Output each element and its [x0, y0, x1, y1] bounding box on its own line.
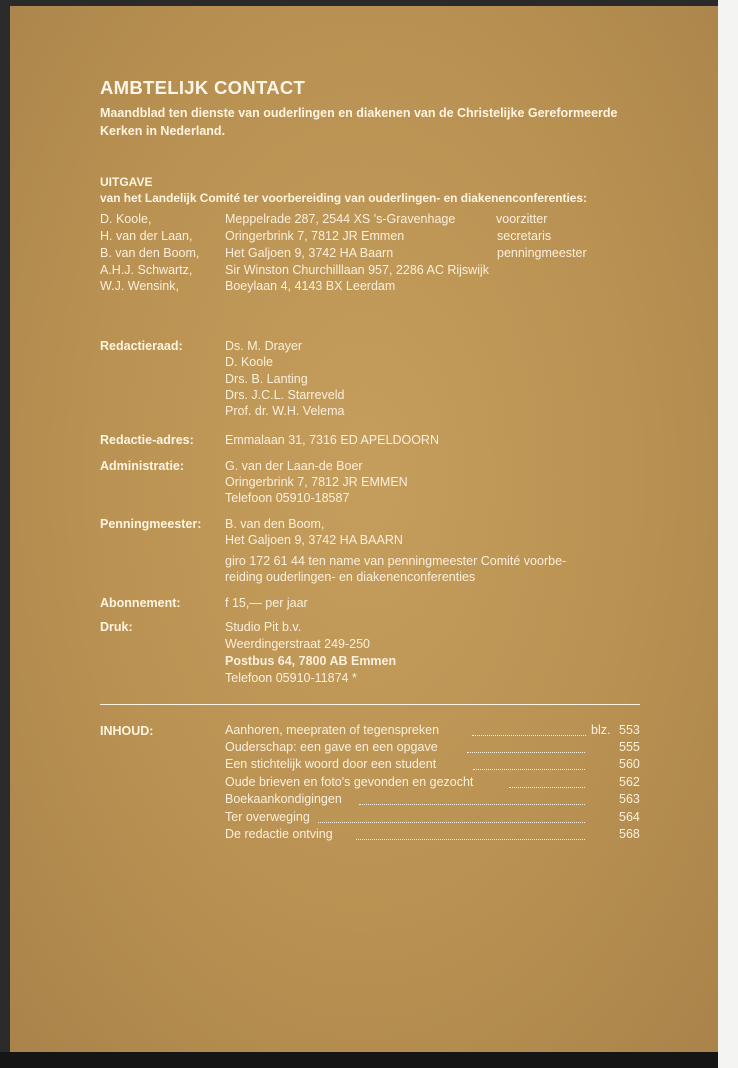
toc-title: Oude brieven en foto's gevonden en gezocht	[225, 775, 474, 789]
toc-page: 553	[619, 723, 640, 737]
toc-page: 560	[619, 757, 640, 771]
administratie-line: Telefoon 05910-18587	[225, 491, 350, 505]
redactieraad-member: Drs. B. Lanting	[225, 372, 308, 386]
penningmeester-line: B. van den Boom,	[225, 517, 325, 531]
member-role-3: penningmeester	[497, 246, 587, 260]
toc-leader	[473, 769, 585, 770]
redactieraad-member: Ds. M. Drayer	[225, 339, 303, 353]
member-address-5: Boeylaan 4, 4143 BX Leerdam	[225, 279, 396, 293]
member-name-3: B. van den Boom,	[100, 246, 200, 260]
redactieraad-member: D. Koole	[225, 355, 273, 369]
toc-title: Ouderschap: een gave en een opgave	[225, 740, 438, 754]
member-address-3: Het Galjoen 9, 3742 HA Baarn	[225, 246, 394, 260]
abonnement-label: Abonnement:	[100, 596, 181, 610]
toc-leader	[467, 752, 585, 753]
magazine-subtitle: Maandblad ten dienste van ouderlingen en diakenen van de Christelijke Gereformeerde Kerken in Nederland.	[100, 106, 618, 138]
member-name-5: W.J. Wensink,	[100, 279, 179, 293]
divider	[100, 704, 640, 705]
scan-border-right	[718, 0, 738, 1068]
druk-label: Druk:	[100, 620, 133, 634]
member-name-4: A.H.J. Schwartz,	[100, 263, 193, 277]
toc-title: Een stichtelijk woord door een student	[225, 757, 437, 771]
toc-page: 564	[619, 810, 640, 824]
member-role-1: voorzitter	[496, 212, 548, 226]
uitgave-subheading: van het Landelijk Comité ter voorbereiding van ouderlingen- en diakenenconferenties:	[100, 191, 587, 205]
abonnement-value: f 15,— per jaar	[225, 596, 308, 610]
druk-line: Weerdingerstraat 249-250	[225, 637, 370, 651]
member-address-4: Sir Winston Churchilllaan 957, 2286 AC Rijswijk	[225, 263, 490, 277]
toc-blz: blz.	[591, 723, 611, 737]
toc-title: De redactie ontving	[225, 827, 333, 841]
member-address-2: Oringerbrink 7, 7812 JR Emmen	[225, 229, 405, 243]
penningmeester-label: Penningmeester:	[100, 517, 202, 531]
druk-phone: Telefoon 05910-11874 *	[225, 671, 357, 685]
redactieraad-member: Prof. dr. W.H. Velema	[225, 404, 345, 418]
druk-line: Studio Pit b.v.	[225, 620, 302, 634]
member-role-2: secretaris	[497, 229, 552, 243]
toc-title: Aanhoren, meepraten of tegenspreken	[225, 723, 440, 737]
penningmeester-line: Het Galjoen 9, 3742 HA BAARN	[225, 533, 403, 547]
toc-leader	[509, 787, 585, 788]
penningmeester-giro: giro 172 61 44 ten name van penningmeester Comité voorbe-	[225, 554, 567, 568]
toc-title: Boekaankondigingen	[225, 792, 342, 806]
member-address-1: Meppelrade 287, 2544 XS 's-Gravenhage	[225, 212, 456, 226]
scan-border-bottom	[0, 1052, 718, 1068]
toc-leader	[356, 839, 585, 840]
toc-page: 568	[619, 827, 640, 841]
toc-page: 563	[619, 792, 640, 806]
redactie-adres-value: Emmalaan 31, 7316 ED APELDOORN	[225, 433, 439, 447]
toc-title: Ter overweging	[225, 810, 310, 824]
inhoud-label: INHOUD:	[100, 724, 154, 738]
redactie-adres-label: Redactie-adres:	[100, 433, 194, 447]
scan-border-left	[0, 0, 10, 1068]
penningmeester-giro: reiding ouderlingen- en diakenenconferenties	[225, 570, 476, 584]
toc-page: 562	[619, 775, 640, 789]
member-name-1: D. Koole,	[100, 212, 152, 226]
toc-page: 555	[619, 740, 640, 754]
magazine-title: AMBTELIJK CONTACT	[100, 77, 306, 98]
toc-leader	[318, 822, 585, 823]
administratie-line: Oringerbrink 7, 7812 JR EMMEN	[225, 475, 408, 489]
uitgave-heading: UITGAVE	[100, 175, 153, 189]
redactieraad-member: Drs. J.C.L. Starreveld	[225, 388, 345, 402]
administratie-line: G. van der Laan-de Boer	[225, 459, 363, 473]
member-name-2: H. van der Laan,	[100, 229, 193, 243]
redactieraad-label: Redactieraad:	[100, 339, 183, 353]
druk-postbus: Postbus 64, 7800 AB Emmen	[225, 654, 397, 668]
administratie-label: Administratie:	[100, 459, 185, 473]
toc-leader	[472, 735, 586, 736]
toc-leader	[359, 804, 585, 805]
